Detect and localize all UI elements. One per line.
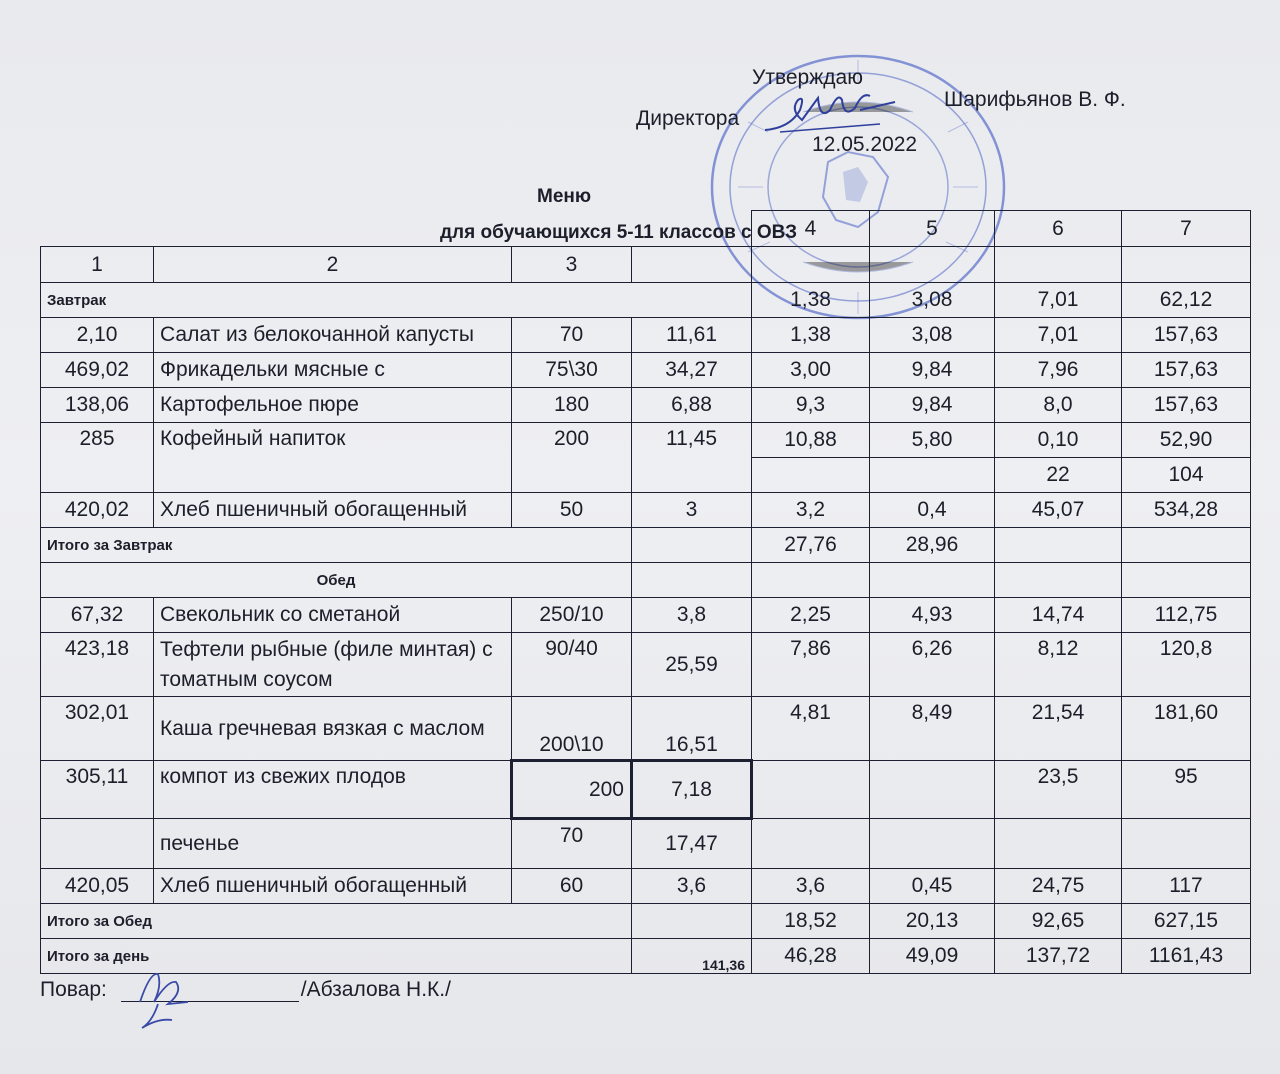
table-cell: 0,4 xyxy=(870,493,995,528)
dish-name: Салат из белокочанной капусты xyxy=(154,318,512,353)
column-number: 5 xyxy=(870,211,995,247)
table-cell: 112,75 xyxy=(1122,598,1251,633)
table-cell: 180 xyxy=(512,388,632,423)
cook-label: Повар: xyxy=(40,978,107,1001)
table-cell: 14,74 xyxy=(995,598,1122,633)
table-cell: 4,93 xyxy=(870,598,995,633)
lunch-label: Обед xyxy=(41,563,632,598)
dish-name: Тефтели рыбные (филе минтая) с томатным соусом xyxy=(154,633,512,697)
lunch-total-row xyxy=(41,904,1251,939)
table-cell: 8,0 xyxy=(995,388,1122,423)
dish-name: компот из свежих плодов xyxy=(154,761,512,819)
table-cell: 3 xyxy=(632,493,752,528)
table-cell: 534,28 xyxy=(1122,493,1251,528)
dish-name: Фрикадельки мясные с xyxy=(154,353,512,388)
table-cell: 117 xyxy=(1122,869,1251,904)
table-cell: 9,84 xyxy=(870,388,995,423)
table-cell: 27,76 xyxy=(752,528,870,563)
breakfast-label: Завтрак xyxy=(41,283,752,318)
table-row xyxy=(41,761,1251,819)
director-signature xyxy=(760,80,900,140)
table-cell: 8,12 xyxy=(995,633,1122,697)
approve-label: Утверждаю xyxy=(752,66,863,89)
table-cell: 6,26 xyxy=(870,633,995,697)
table-cell: 1161,43 xyxy=(1122,939,1251,974)
table-cell: 2,10 xyxy=(41,318,154,353)
table-cell: 1,38 xyxy=(752,283,870,318)
table-cell: 9,84 xyxy=(870,353,995,388)
table-cell: 70 xyxy=(512,819,632,869)
table-cell: 90/40 xyxy=(512,633,632,697)
table-cell: 22 xyxy=(995,458,1122,493)
table-row xyxy=(41,633,1251,697)
table-cell: 70 xyxy=(512,318,632,353)
table-cell: 157,63 xyxy=(1122,318,1251,353)
table-cell: 75\30 xyxy=(512,353,632,388)
director-label: Директора xyxy=(636,107,740,130)
table-row xyxy=(41,388,1251,423)
table-cell: 9,3 xyxy=(752,388,870,423)
table-cell: 3,6 xyxy=(632,869,752,904)
table-cell: 104 xyxy=(1122,458,1251,493)
table-cell: 120,8 xyxy=(1122,633,1251,697)
cook-name: /Абзалова Н.К./ xyxy=(300,978,451,1001)
table-cell: 200\10 xyxy=(512,697,632,761)
table-row xyxy=(41,423,1251,458)
dish-name: Кофейный напиток xyxy=(154,423,512,493)
table-cell: 7,18 xyxy=(632,761,752,819)
table-cell: 423,18 xyxy=(41,633,154,697)
cook-line xyxy=(40,978,451,1002)
table-cell: 0,45 xyxy=(870,869,995,904)
table-cell: 157,63 xyxy=(1122,353,1251,388)
table-cell: 8,49 xyxy=(870,697,995,761)
table-cell: 23,5 xyxy=(995,761,1122,819)
table-cell: 3,08 xyxy=(870,283,995,318)
menu-subtitle: для обучающихся 5-11 классов с ОВЗ xyxy=(440,222,798,243)
table-cell: 157,63 xyxy=(1122,388,1251,423)
table-cell: 137,72 xyxy=(995,939,1122,974)
table-cell: 95 xyxy=(1122,761,1251,819)
table-row xyxy=(41,697,1251,761)
lunch-total-label: Итого за Обед xyxy=(41,904,632,939)
table-cell: 181,60 xyxy=(1122,697,1251,761)
table-cell: 20,13 xyxy=(870,904,995,939)
table-cell: 11,61 xyxy=(632,318,752,353)
table-cell: 250/10 xyxy=(512,598,632,633)
table-cell: 420,05 xyxy=(41,869,154,904)
table-cell: 4,81 xyxy=(752,697,870,761)
day-total-label: Итого за день xyxy=(41,939,632,974)
column-number: 2 xyxy=(154,247,512,283)
dish-name: Свекольник со сметаной xyxy=(154,598,512,633)
table-cell: 6,88 xyxy=(632,388,752,423)
table-cell: 138,06 xyxy=(41,388,154,423)
table-cell: 17,47 xyxy=(632,819,752,869)
table-cell: 24,75 xyxy=(995,869,1122,904)
column-number: 3 xyxy=(512,247,632,283)
table-cell: 420,02 xyxy=(41,493,154,528)
table-cell: 3,2 xyxy=(752,493,870,528)
breakfast-section-row xyxy=(41,283,1251,318)
breakfast-total-row xyxy=(41,528,1251,563)
table-cell: 11,45 xyxy=(632,423,752,493)
dish-name: Картофельное пюре xyxy=(154,388,512,423)
table-row xyxy=(41,353,1251,388)
table-row xyxy=(41,318,1251,353)
table-cell: 3,6 xyxy=(752,869,870,904)
table-cell: 7,01 xyxy=(995,283,1122,318)
table-cell: 302,01 xyxy=(41,697,154,761)
table-cell: 62,12 xyxy=(1122,283,1251,318)
table-cell: 305,11 xyxy=(41,761,154,819)
table-cell: 10,88 xyxy=(752,423,870,458)
table-cell: 0,10 xyxy=(995,423,1122,458)
table-cell: 49,09 xyxy=(870,939,995,974)
column-number-row-2 xyxy=(41,247,1251,283)
table-cell: 3,8 xyxy=(632,598,752,633)
table-cell: 60 xyxy=(512,869,632,904)
table-cell: 18,52 xyxy=(752,904,870,939)
table-cell: 2,25 xyxy=(752,598,870,633)
day-total-row xyxy=(41,939,1251,974)
director-name: Шарифьянов В. Ф. xyxy=(944,88,1126,111)
menu-title: Меню xyxy=(537,186,592,207)
table-cell: 200 xyxy=(512,761,632,819)
table-cell: 92,65 xyxy=(995,904,1122,939)
table-cell: 285 xyxy=(41,423,154,493)
table-cell: 7,86 xyxy=(752,633,870,697)
table-row xyxy=(41,869,1251,904)
table-row xyxy=(41,493,1251,528)
lunch-section-row xyxy=(41,563,1251,598)
approval-date: 12.05.2022 xyxy=(812,133,918,156)
table-cell: 7,96 xyxy=(995,353,1122,388)
column-number-row xyxy=(41,211,1251,247)
day-sum: 141,36 xyxy=(632,939,752,974)
column-number: 6 xyxy=(995,211,1122,247)
column-number: 4 xyxy=(752,211,870,247)
table-cell: 45,07 xyxy=(995,493,1122,528)
dish-name: Хлеб пшеничный обогащенный xyxy=(154,493,512,528)
table-row xyxy=(41,819,1251,869)
dish-name: печенье xyxy=(154,819,512,869)
column-number: 1 xyxy=(41,247,154,283)
column-number: 7 xyxy=(1122,211,1251,247)
dish-name: Хлеб пшеничный обогащенный xyxy=(154,869,512,904)
table-row xyxy=(41,598,1251,633)
table-cell: 67,32 xyxy=(41,598,154,633)
table-cell: 25,59 xyxy=(632,633,752,697)
table-cell: 34,27 xyxy=(632,353,752,388)
table-cell: 200 xyxy=(512,423,632,493)
menu-table xyxy=(40,210,1251,974)
table-cell: 1,38 xyxy=(752,318,870,353)
table-cell: 7,01 xyxy=(995,318,1122,353)
table-cell: 28,96 xyxy=(870,528,995,563)
table-cell: 21,54 xyxy=(995,697,1122,761)
table-cell: 16,51 xyxy=(632,697,752,761)
breakfast-total-label: Итого за Завтрак xyxy=(41,528,632,563)
table-cell: 52,90 xyxy=(1122,423,1251,458)
table-cell: 627,15 xyxy=(1122,904,1251,939)
table-cell: 46,28 xyxy=(752,939,870,974)
table-cell: 3,00 xyxy=(752,353,870,388)
table-cell: 469,02 xyxy=(41,353,154,388)
table-cell: 3,08 xyxy=(870,318,995,353)
table-cell: 50 xyxy=(512,493,632,528)
dish-name: Каша гречневая вязкая с маслом xyxy=(154,697,512,761)
table-cell: 5,80 xyxy=(870,423,995,458)
cook-signature xyxy=(128,962,198,1034)
